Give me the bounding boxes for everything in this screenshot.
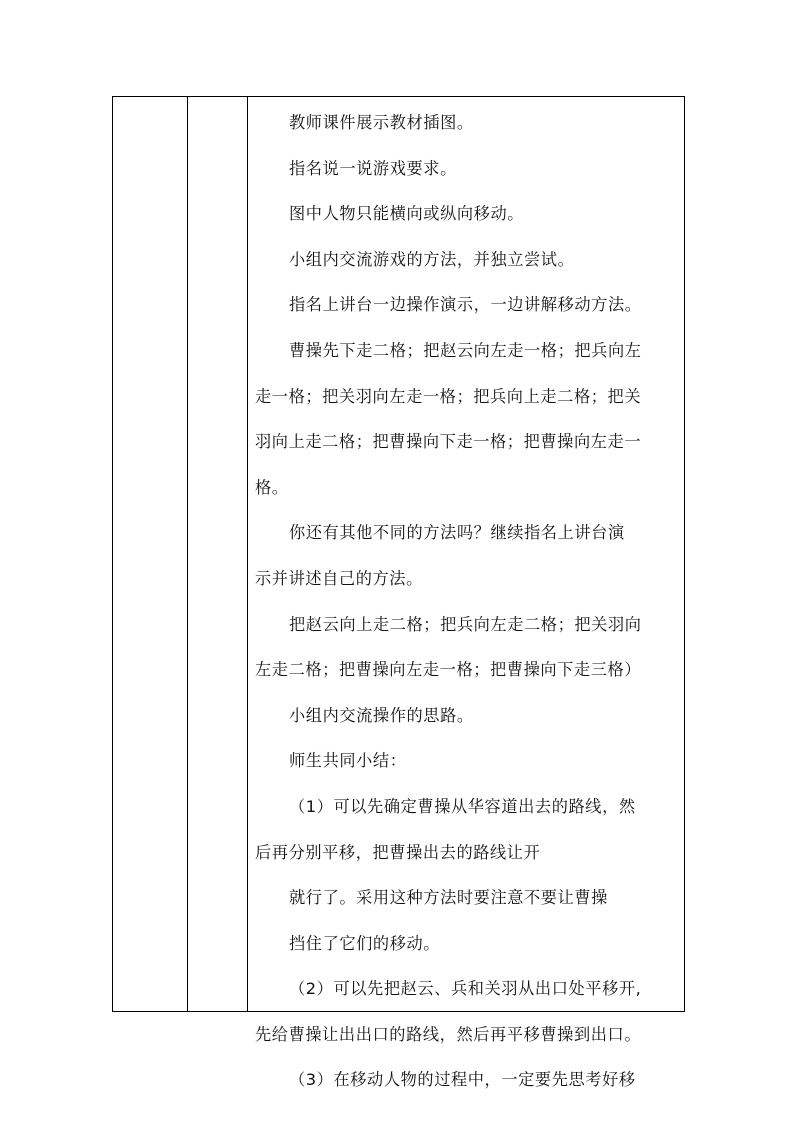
table-column-1	[113, 97, 188, 1011]
paragraph: （2）可以先把赵云、兵和关羽从出口处平移开,	[289, 979, 642, 999]
paragraph: 格。	[255, 477, 289, 497]
lesson-table	[112, 96, 685, 1090]
paragraph: 指名上讲台一边操作演示，一边讲解移动方法。	[289, 295, 642, 315]
paragraph: 左走二格；把曹操向左走一格；把曹操向下走三格）	[255, 660, 642, 680]
teaching-content-cell	[248, 97, 684, 1090]
paragraph: 把赵云向上走二格；把兵向左走二格；把关羽向	[289, 614, 642, 634]
paragraph: 你还有其他不同的方法吗？继续指名上讲台演	[289, 523, 625, 543]
table-column-2	[187, 97, 248, 1011]
paragraph: 示并讲述自己的方法。	[255, 568, 423, 588]
paragraph: 后再分别平移，把曹操出去的路线让开	[255, 842, 541, 862]
paragraph: 师生共同小结：	[289, 751, 407, 771]
paragraph: 小组内交流操作的思路。	[289, 705, 474, 725]
paragraph: 羽向上走二格；把曹操向下走一格；把曹操向左走一	[255, 432, 642, 452]
paragraph: 就行了。采用这种方法时要注意不要让曹操	[289, 888, 608, 908]
paragraph: （3）在移动人物的过程中，一定要先思考好移	[289, 1070, 636, 1090]
paragraph: 指名说一说游戏要求。	[289, 158, 457, 178]
paragraph: 曹操先下走二格；把赵云向左走一格；把兵向左	[289, 340, 642, 360]
paragraph: 图中人物只能横向或纵向移动。	[289, 204, 525, 224]
paragraph: 小组内交流游戏的方法，并独立尝试。	[289, 249, 575, 269]
paragraph: 挡住了它们的移动。	[289, 933, 441, 953]
paragraph: 走一格；把关羽向左走一格；把兵向上走二格；把关	[255, 386, 642, 406]
paragraph: （1）可以先确定曹操从华容道出去的路线，然	[289, 796, 636, 816]
paragraph: 先给曹操让出出口的路线，然后再平移曹操到出口。	[255, 1024, 642, 1044]
paragraph: 教师课件展示教材插图。	[289, 113, 474, 132]
